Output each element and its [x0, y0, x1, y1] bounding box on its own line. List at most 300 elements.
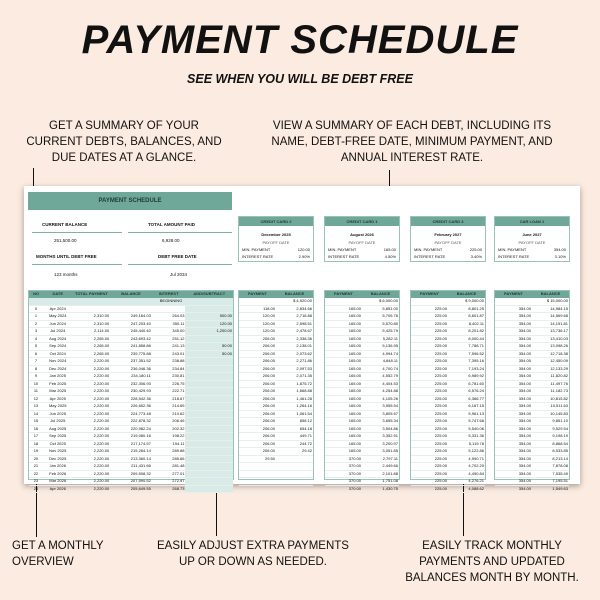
callout-extra: EASILY ADJUST EXTRA PAYMENTS UP OR DOWN AS NEEDED. — [157, 540, 349, 568]
table-row — [325, 366, 399, 374]
balance-cell: 2,478.67 — [296, 328, 312, 333]
table-row — [411, 396, 485, 404]
balance-cell: 11,182.73 — [550, 388, 568, 393]
balance-cell: 858.12 — [299, 418, 312, 423]
add-subtract-input[interactable] — [185, 486, 233, 493]
table-row — [411, 366, 485, 374]
table-cell: 247,203.40 — [130, 320, 151, 326]
callout-monthly: GET A MONTHLY OVERVIEW — [12, 540, 104, 568]
balance-cell: 3,655.34 — [382, 418, 398, 423]
add-subtract-input[interactable]: 120.00 — [185, 321, 233, 328]
payment-cell: 165.00 — [348, 320, 361, 326]
table-row — [325, 403, 399, 411]
table-cell: 2,220.00 — [93, 395, 110, 401]
balance-cell: 29.42 — [301, 448, 312, 453]
balance-cell: 2,834.66 — [296, 305, 312, 311]
balance-cell: 2,073.62 — [296, 350, 312, 356]
add-subtract-input[interactable] — [185, 463, 233, 470]
payment-cell: 370.00 — [348, 485, 361, 491]
add-subtract-input[interactable]: 1,200.00 — [185, 328, 233, 335]
table-cell: 238.88 — [172, 358, 185, 363]
table-cell: 236,046.36 — [130, 365, 151, 371]
table-cell: 5 — [34, 343, 38, 348]
table-cell: 2,220.00 — [93, 403, 110, 408]
payment-cell: 225.00 — [434, 335, 447, 341]
payment-cell: 165.00 — [348, 410, 361, 416]
payment-cell: 354.00 — [518, 425, 531, 431]
table-cell: 230,429.93 — [130, 388, 151, 393]
table-row — [495, 306, 569, 314]
balance-cell: 7,395.16 — [468, 358, 484, 363]
table-row — [325, 351, 399, 359]
balance-cell: 5,331.36 — [468, 433, 484, 438]
table-cell: 2,220.00 — [93, 470, 110, 476]
table-cell: 237,351.52 — [130, 358, 151, 363]
table-row — [495, 328, 569, 336]
table-row — [495, 313, 569, 321]
table-row — [495, 321, 569, 329]
table-row — [495, 448, 569, 456]
add-subtract-input[interactable]: 50.00 — [185, 351, 233, 358]
page-subtitle: SEE WHEN YOU WILL BE DEBT FREE — [187, 72, 413, 86]
interest-rate-label: INTEREST RATE — [242, 254, 274, 259]
table-cell: 6 — [34, 350, 38, 356]
add-subtract-input[interactable] — [185, 426, 233, 433]
balance-cell: 2,071.35 — [296, 373, 312, 378]
table-row — [239, 456, 313, 464]
add-subtract-input[interactable] — [185, 478, 233, 485]
table-row — [239, 463, 313, 471]
balance-cell — [276, 478, 313, 485]
table-row — [239, 486, 313, 494]
add-subtract-input[interactable] — [185, 433, 233, 440]
balance-cell: 2,138.01 — [296, 343, 312, 348]
table-cell: May 2025 — [48, 403, 67, 408]
table-row — [325, 396, 399, 404]
table-row — [29, 343, 233, 351]
payment-cell: 354.00 — [518, 470, 531, 476]
min-payment-value: 120.00 — [297, 247, 310, 252]
balance-cell: 2,097.53 — [296, 365, 312, 371]
payment-cell: 29.50 — [264, 455, 275, 461]
balance-cell: 14,569.68 — [550, 313, 568, 318]
table-cell: 222,878.32 — [130, 418, 151, 423]
min-payment-label: MIN. PAYMENT — [242, 247, 271, 252]
payment-cell: 206.00 — [262, 380, 275, 386]
add-subtract-input[interactable] — [185, 306, 233, 313]
payment-cell: 225.00 — [434, 373, 447, 378]
balance-cell: 7,535.49 — [552, 470, 568, 476]
balance-cell: 4,404.53 — [382, 380, 398, 386]
debt-card — [324, 216, 400, 262]
interest-rate-value: 3.40% — [470, 254, 482, 259]
add-subtract-input[interactable] — [185, 366, 233, 373]
payment-cell: 120.00 — [262, 313, 275, 318]
table-row — [495, 478, 569, 486]
payment-cell: 206.00 — [262, 425, 275, 431]
table-cell: Nov 2024 — [49, 358, 67, 363]
balance-cell: 7,788.71 — [468, 343, 484, 348]
table-cell: 23 — [33, 478, 39, 483]
debt-card-name: CREDIT CARD 1 — [325, 217, 399, 226]
table-cell: 2,220.00 — [93, 463, 110, 468]
payment-cell: 354.00 — [518, 463, 531, 468]
table-cell: Mar 2026 — [49, 478, 67, 483]
table-cell: 217,174.57 — [130, 440, 151, 446]
table-cell: 232,306.93 — [130, 380, 151, 386]
table-row — [29, 411, 233, 419]
payment-cell: 120.00 — [262, 320, 275, 326]
balance-cell: 1,264.16 — [296, 403, 312, 408]
debt-table-header — [325, 291, 399, 298]
table-cell: 214.65 — [172, 403, 185, 408]
table-row — [325, 448, 399, 456]
balance-cell: 5,122.86 — [468, 448, 484, 453]
table-cell: 277.01 — [172, 470, 185, 476]
table-cell: 2,220.00 — [93, 410, 110, 416]
balance-cell: 14,984.15 — [550, 305, 568, 311]
balance-cell: 8,868.54 — [552, 440, 568, 446]
table-cell: 16 — [33, 425, 39, 431]
table-cell: 350.11 — [172, 320, 185, 326]
table-cell: 218.67 — [172, 395, 185, 401]
column-header: DATE — [52, 291, 64, 296]
table-cell: 2,310.00 — [93, 313, 110, 318]
balance-cell: 449.71 — [299, 433, 312, 438]
balance-cell: 5,425.79 — [382, 328, 398, 333]
table-row — [29, 456, 233, 464]
payment-cell: 206.00 — [262, 448, 275, 453]
balance-cell: 1,061.54 — [296, 410, 312, 416]
add-subtract-input[interactable]: 500.00 — [185, 313, 233, 320]
balance-header: BALANCE — [370, 291, 391, 296]
balance-cell: 11,820.82 — [550, 373, 568, 378]
balance-cell: 14,151.81 — [550, 320, 568, 326]
table-cell: 10 — [33, 380, 39, 386]
monthly-schedule-table — [28, 290, 234, 491]
table-cell: Feb 2025 — [49, 380, 67, 386]
table-cell: 9 — [34, 373, 38, 378]
table-cell: 2,220.00 — [93, 365, 110, 371]
payment-cell: 165.00 — [348, 403, 361, 408]
balance-cell: 4,702.20 — [468, 463, 484, 468]
interest-rate-value: 4.50% — [384, 254, 396, 259]
balance-cell: 5,705.78 — [382, 313, 398, 318]
balance-cell: 5,282.11 — [382, 335, 398, 341]
table-cell: Mar 2025 — [49, 388, 67, 393]
table-row — [29, 306, 233, 314]
payment-cell: 354.00 — [518, 440, 531, 446]
table-row — [239, 441, 313, 449]
table-row — [495, 486, 569, 494]
balance-cell: 8,801.25 — [468, 305, 484, 311]
beginning-label: BEGINNING — [159, 298, 183, 303]
table-row — [411, 343, 485, 351]
table-row — [29, 351, 233, 359]
payment-cell: 225.00 — [434, 410, 447, 416]
payment-cell: 165.00 — [348, 358, 361, 363]
payment-cell: 225.00 — [434, 313, 447, 318]
table-row — [495, 366, 569, 374]
debt-card-name: CREDIT CARD 2 — [239, 217, 313, 226]
months-value: 123 months — [54, 272, 78, 277]
table-row — [325, 336, 399, 344]
table-row — [411, 441, 485, 449]
table-cell: 15 — [33, 418, 39, 423]
payment-cell: 206.00 — [262, 440, 275, 446]
balance-cell — [276, 486, 313, 493]
balance-cell: 1,430.75 — [382, 485, 398, 491]
table-cell: 245,440.40 — [130, 328, 151, 333]
payment-cell: 225.00 — [434, 478, 447, 483]
add-subtract-input[interactable] — [185, 471, 233, 478]
interest-rate-label: INTEREST RATE — [328, 254, 360, 259]
payment-cell: 354.00 — [518, 328, 531, 333]
table-row — [29, 388, 233, 396]
payment-cell: 354.00 — [518, 485, 531, 491]
payment-cell: 354.00 — [518, 410, 531, 416]
table-row — [495, 343, 569, 351]
payment-cell: 206.00 — [262, 335, 275, 341]
table-row — [411, 381, 485, 389]
table-cell: Apr 2024 — [49, 305, 66, 311]
table-row — [325, 411, 399, 419]
debt-card-date: August 2026 — [350, 232, 374, 237]
add-subtract-input[interactable]: 50.00 — [185, 343, 233, 350]
payment-cell: 120.00 — [262, 328, 275, 333]
add-subtract-input[interactable] — [185, 396, 233, 403]
total-paid-label: TOTAL AMOUNT PAID — [148, 222, 195, 227]
min-payment-value: 354.00 — [553, 247, 566, 252]
payment-cell: 206.00 — [262, 395, 275, 401]
balance-cell — [276, 471, 313, 478]
add-subtract-input[interactable] — [185, 373, 233, 380]
table-cell: 7 — [34, 358, 38, 363]
table-cell: Aug 2025 — [49, 425, 67, 431]
balance-cell: 13,098.26 — [550, 343, 568, 348]
table-cell: 224,773.48 — [130, 410, 151, 416]
payment-cell: 354.00 — [518, 403, 531, 408]
min-payment-label: MIN. PAYMENT — [414, 247, 443, 252]
table-row — [239, 478, 313, 486]
balance-cell: 8,533.85 — [552, 448, 568, 453]
table-cell: 194.11 — [172, 440, 185, 446]
table-row — [495, 388, 569, 396]
divider — [32, 264, 122, 265]
table-cell: 2,220.00 — [93, 358, 110, 363]
balance-cell: 10,511.63 — [550, 403, 568, 408]
spreadsheet — [24, 186, 580, 491]
balance-cell: 3,955.54 — [382, 403, 398, 408]
table-cell: Jul 2025 — [50, 418, 66, 423]
balance-cell: 6,989.92 — [468, 373, 484, 378]
table-cell: 2,220.00 — [93, 455, 110, 461]
balance-cell: 8,402.11 — [468, 320, 484, 326]
current-balance-value: 251,500.00 — [54, 238, 77, 243]
add-subtract-input[interactable] — [185, 411, 233, 418]
table-row — [29, 313, 233, 321]
table-cell: 198.22 — [172, 433, 185, 438]
min-payment-value: 165.00 — [383, 247, 396, 252]
balance-cell: 8,213.14 — [552, 455, 568, 461]
table-row — [495, 463, 569, 471]
table-cell: 8 — [34, 365, 38, 371]
table-row — [29, 381, 233, 389]
table-cell: 2,220.00 — [93, 433, 110, 438]
payment-cell: 225.00 — [434, 433, 447, 438]
debt-card — [494, 216, 570, 262]
balance-cell: 3,352.91 — [382, 433, 398, 438]
payoff-label: PAYOFF DATE — [518, 240, 546, 245]
page-title: PAYMENT SCHEDULE — [81, 18, 519, 62]
table-cell: 2,265.00 — [93, 335, 110, 341]
column-header: NO — [32, 291, 39, 296]
payment-cell: 370.00 — [348, 463, 361, 468]
payment-cell: 165.00 — [348, 388, 361, 393]
balance-cell: 3,504.86 — [382, 425, 398, 431]
table-row: $ 4,920.00 — [239, 298, 313, 306]
payment-cell: 370.00 — [348, 470, 361, 476]
table-row — [239, 403, 313, 411]
callout-summary: GET A SUMMARY OF YOUR CURRENT DEBTS, BALANCES, AND DUE DATES AT A GLANCE. — [26, 120, 222, 164]
payment-cell: 354.00 — [518, 448, 531, 453]
payment-cell: 165.00 — [348, 343, 361, 348]
callout-track: EASILY TRACK MONTHLY PAYMENTS AND UPDATED BALANCES MONTH BY MONTH. — [405, 540, 579, 584]
payment-cell: 225.00 — [434, 440, 447, 446]
payment-header: PAYMENT — [248, 291, 267, 296]
add-subtract-input[interactable] — [185, 403, 233, 410]
column-header: ADD/SUBTRACT — [193, 291, 226, 296]
table-cell: Nov 2025 — [49, 448, 67, 453]
add-subtract-input[interactable] — [185, 441, 233, 448]
payment-cell: 225.00 — [434, 343, 447, 348]
add-subtract-input[interactable] — [185, 358, 233, 365]
table-cell: 206.46 — [172, 418, 185, 423]
payment-cell: 354.00 — [518, 358, 531, 363]
table-row — [411, 321, 485, 329]
balance-header: BALANCE — [456, 291, 477, 296]
table-row — [325, 321, 399, 329]
balance-cell: 5,136.95 — [382, 343, 398, 348]
divider — [32, 232, 122, 233]
table-cell: 345.00 — [172, 328, 185, 333]
table-cell: Dec 2024 — [49, 365, 67, 371]
balance-cell: 5,540.06 — [468, 425, 484, 431]
add-subtract-input[interactable] — [185, 381, 233, 388]
table-row — [411, 328, 485, 336]
debt-table — [324, 290, 400, 491]
payment-cell: 225.00 — [434, 320, 447, 326]
balance-cell: 4,552.79 — [382, 373, 398, 378]
table-cell: 2 — [34, 320, 38, 326]
table-row — [325, 471, 399, 479]
table-cell: Feb 2026 — [49, 470, 67, 476]
payment-cell: 225.00 — [434, 448, 447, 453]
debt-card-name: CAR LOAN 1 — [495, 217, 569, 226]
table-cell: 234.84 — [172, 365, 185, 371]
payment-cell: 165.00 — [348, 433, 361, 438]
balance-cell: 9,851.10 — [552, 418, 568, 423]
table-row — [325, 441, 399, 449]
table-row — [239, 426, 313, 434]
balance-cell: 244.72 — [299, 440, 312, 446]
balance-cell: 2,449.66 — [382, 463, 398, 468]
debt-card — [410, 216, 486, 262]
add-subtract-input[interactable] — [185, 418, 233, 425]
table-cell: 2,220.00 — [93, 485, 110, 491]
balance-cell: 7,195.51 — [552, 478, 568, 483]
balance-cell: 6,781.60 — [468, 380, 484, 386]
table-cell: May 2024 — [48, 313, 67, 318]
balance-cell: 11,497.76 — [550, 380, 568, 386]
table-cell: 211,431.66 — [131, 463, 151, 468]
table-row — [325, 456, 399, 464]
table-row — [495, 433, 569, 441]
table-cell: 230.81 — [172, 373, 185, 378]
debt-table — [410, 290, 486, 491]
balance-cell: 2,338.36 — [296, 335, 312, 341]
payment-header: PAYMENT — [334, 291, 353, 296]
table-cell: 222.71 — [172, 388, 185, 393]
add-subtract-input[interactable] — [185, 388, 233, 395]
payment-cell: 206.00 — [262, 410, 275, 416]
table-cell: 2,220.00 — [93, 380, 110, 386]
payment-cell: 206.00 — [262, 373, 275, 378]
table-cell: 243,693.42 — [130, 335, 151, 341]
add-subtract-input[interactable] — [185, 336, 233, 343]
payment-cell: 354.00 — [518, 335, 531, 341]
add-subtract-input[interactable] — [185, 448, 233, 455]
table-cell: 2,220.00 — [93, 373, 110, 378]
table-cell: 202.32 — [172, 425, 185, 431]
balance-cell: 4,276.21 — [468, 478, 484, 483]
table-row — [239, 381, 313, 389]
table-cell: 14 — [33, 410, 39, 416]
table-cell — [152, 306, 186, 313]
payment-cell: 206.00 — [262, 365, 275, 371]
table-row — [411, 306, 485, 314]
table-row — [29, 403, 233, 411]
payment-cell: 206.00 — [262, 403, 275, 408]
balance-cell: 1,461.28 — [296, 395, 312, 401]
table-row — [411, 313, 485, 321]
table-row — [325, 426, 399, 434]
payment-cell: 165.00 — [348, 305, 361, 311]
table-row — [495, 426, 569, 434]
payment-cell: 225.00 — [434, 425, 447, 431]
table-row — [411, 426, 485, 434]
table-row — [411, 433, 485, 441]
balance-cell: 5,570.80 — [382, 320, 398, 326]
balance-cell: 12,450.09 — [550, 358, 568, 363]
balance-cell: 2,271.86 — [296, 358, 312, 363]
payment-cell: 354.00 — [518, 320, 531, 326]
table-row — [325, 306, 399, 314]
payment-cell: 225.00 — [434, 328, 447, 333]
table-row — [495, 373, 569, 381]
balance-cell: 12,718.38 — [550, 350, 568, 356]
table-cell: 2,114.00 — [93, 328, 110, 333]
table-cell: 19 — [33, 448, 39, 453]
add-subtract-input[interactable] — [185, 456, 233, 463]
table-cell: 2,220.00 — [93, 418, 110, 423]
table-row — [29, 471, 233, 479]
table-row — [495, 336, 569, 344]
debt-table-header — [495, 291, 569, 298]
table-cell: 2,220.00 — [93, 448, 110, 453]
table-cell: 219,080.16 — [130, 433, 151, 438]
table-row — [325, 313, 399, 321]
